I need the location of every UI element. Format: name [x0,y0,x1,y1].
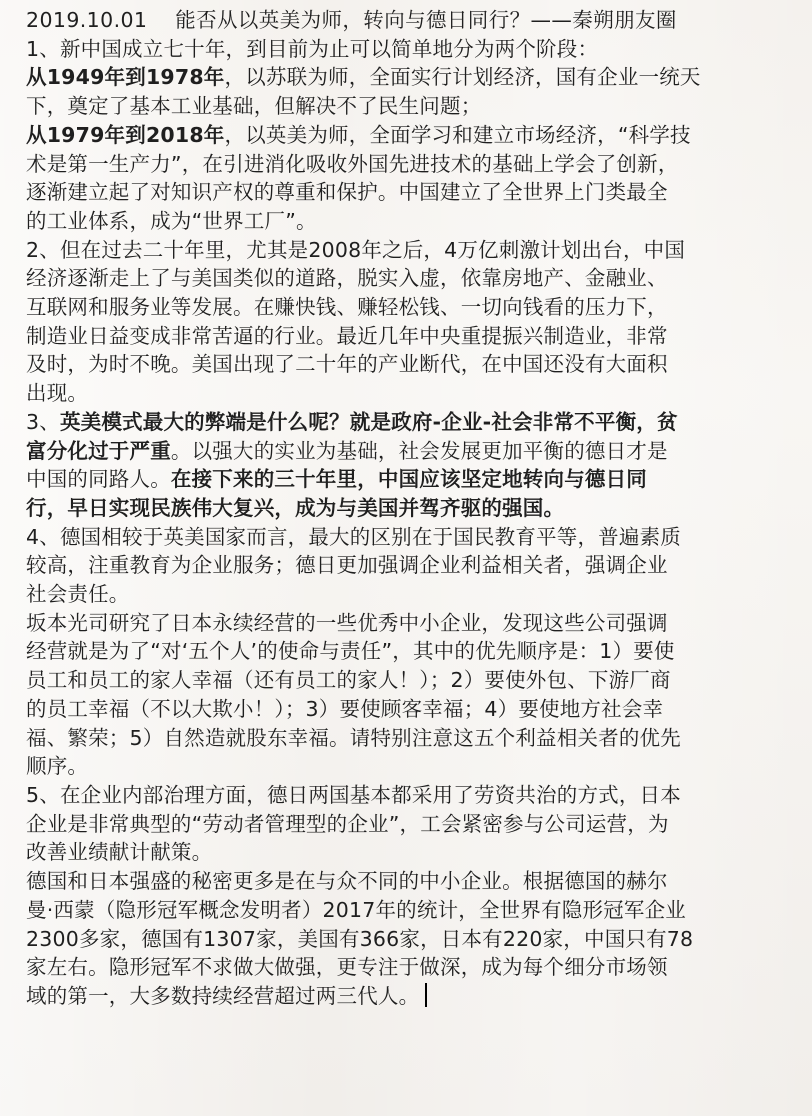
text-run: 3、 [26,409,60,434]
text-run: 社会责任。 [26,582,130,607]
text-line [26,293,802,322]
note-header: 2019.10.01 能否从以英美为师，转向与德日同行？——秦朔朋友圈 [26,8,677,32]
bold-text-run: 从1979年到2018年 [26,122,225,147]
text-run: 较高，注重教育为企业服务；德日更加强调企业利益相关者，强调企业 [26,553,668,578]
bold-text-run: 富分化过于严重 [26,438,171,463]
text-run: 互联网和服务业等发展。在赚快钱、赚轻松钱、一切向钱看的压力下， [26,295,668,320]
text-line [26,465,802,494]
text-run: 福、繁荣；5）自然造就股东幸福。请特别注意这五个利益相关者的优先 [26,725,681,750]
text-line [26,551,802,580]
text-line [26,896,802,925]
text-line [26,925,802,954]
text-line [26,264,802,293]
text-run: 4、德国相较于英美国家而言，最大的区别在于国民教育平等，普遍素质 [26,524,681,549]
bold-text-run: 英美模式最大的弊端是什么呢？就是政府-企业-社会非常不平衡，贫 [59,409,678,434]
text-run: 2、但在过去二十年里，尤其是2008年之后，4万亿刺激计划出台，中国 [26,237,686,262]
text-run: 制造业日益变成非常苦逼的行业。最近几年中央重提振兴制造业，非常 [26,323,668,348]
text-line [26,580,802,609]
text-run: 的工业体系，成为“世界工厂”。 [26,208,317,233]
text-line [26,92,802,121]
text-line [26,752,802,781]
text-line [26,695,802,724]
text-run: 下，奠定了基本工业基础，但解决不了民生问题； [26,94,482,119]
text-line [26,236,802,265]
text-run: 德国和日本强盛的秘密更多是在与众不同的中小企业。根据德国的赫尔 [26,869,668,894]
text-line [26,867,802,896]
bold-text-run: 行，早日实现民族伟大复兴，成为与美国并驾齐驱的强国。 [26,495,565,520]
text-line [26,350,802,379]
text-run: 顺序。 [26,754,89,779]
text-line [26,609,802,638]
text-line [26,207,802,236]
text-line [26,781,802,810]
text-run: 曼·西蒙（隐形冠军概念发明者）2017年的统计，全世界有隐形冠军企业 [26,897,686,922]
text-run: 5、在企业内部治理方面，德日两国基本都采用了劳资共治的方式，日本 [26,782,681,807]
note-body[interactable] [26,35,802,1011]
bold-text-run: 从1949年到1978年 [26,65,225,90]
text-run: 经营就是为了“对‘五个人’的使命与责任”，其中的优先顺序是：1）要使 [26,639,675,664]
text-run: 术是第一生产力”，在引进消化吸收外国先进技术的基础上学会了创新， [26,151,679,176]
text-run: 坂本光司研究了日本永续经营的一些优秀中小企业，发现这些公司强调 [26,610,668,635]
text-line [26,150,802,179]
text-run: 逐渐建立起了对知识产权的尊重和保护。中国建立了全世界上门类最全 [26,180,668,205]
text-line [26,637,802,666]
text-run: 2300多家，德国有1307家，美国有366家，日本有220家，中国只有78 [26,926,694,951]
text-cursor [425,983,427,1007]
text-line [26,63,802,92]
text-run: 1、新中国成立七十年，到目前为止可以简单地分为两个阶段： [26,36,599,61]
text-line [26,810,802,839]
text-line [26,838,802,867]
text-run: 中国的同路人。 [26,467,171,492]
text-line [26,494,802,523]
text-run: ，以英美为师，全面学习和建立市场经济，“科学技 [224,122,691,147]
text-line [26,178,802,207]
text-line [26,121,802,150]
text-run: 经济逐渐走上了与美国类似的道路，脱实入虚，依靠房地产、金融业、 [26,266,668,291]
text-line [26,322,802,351]
text-run: ，以苏联为师，全面实行计划经济，国有企业一统天 [224,65,701,90]
text-line [26,35,802,64]
text-run: 家左右。隐形冠军不求做大做强，更专注于做深，成为每个细分市场领 [26,955,668,980]
text-run: 员工和员工的家人幸福（还有员工的家人！）；2）要使外包、下游厂商 [26,668,671,693]
text-line [26,408,802,437]
text-line [26,523,802,552]
text-run: 域的第一，大多数持续经营超过两三代人。 [26,983,420,1008]
text-run: 企业是非常典型的“劳动者管理型的企业”，工会紧密参与公司运营，为 [26,811,669,836]
text-run: 改善业绩献计献策。 [26,840,213,865]
text-line [26,982,802,1011]
text-run: 的员工幸福（不以大欺小！）；3）要使顾客幸福；4）要使地方社会幸 [26,696,664,721]
text-line [26,437,802,466]
text-line [26,953,802,982]
text-run: 及时，为时不晚。美国出现了二十年的产业断代，在中国还没有大面积 [26,352,668,377]
text-line [26,379,802,408]
bold-text-run: 在接下来的三十年里，中国应该坚定地转向与德日同 [170,467,648,492]
text-line [26,724,802,753]
text-run: 。以强大的实业为基础，社会发展更加平衡的德日才是 [170,438,668,463]
text-run: 出现。 [26,381,89,406]
text-line [26,666,802,695]
